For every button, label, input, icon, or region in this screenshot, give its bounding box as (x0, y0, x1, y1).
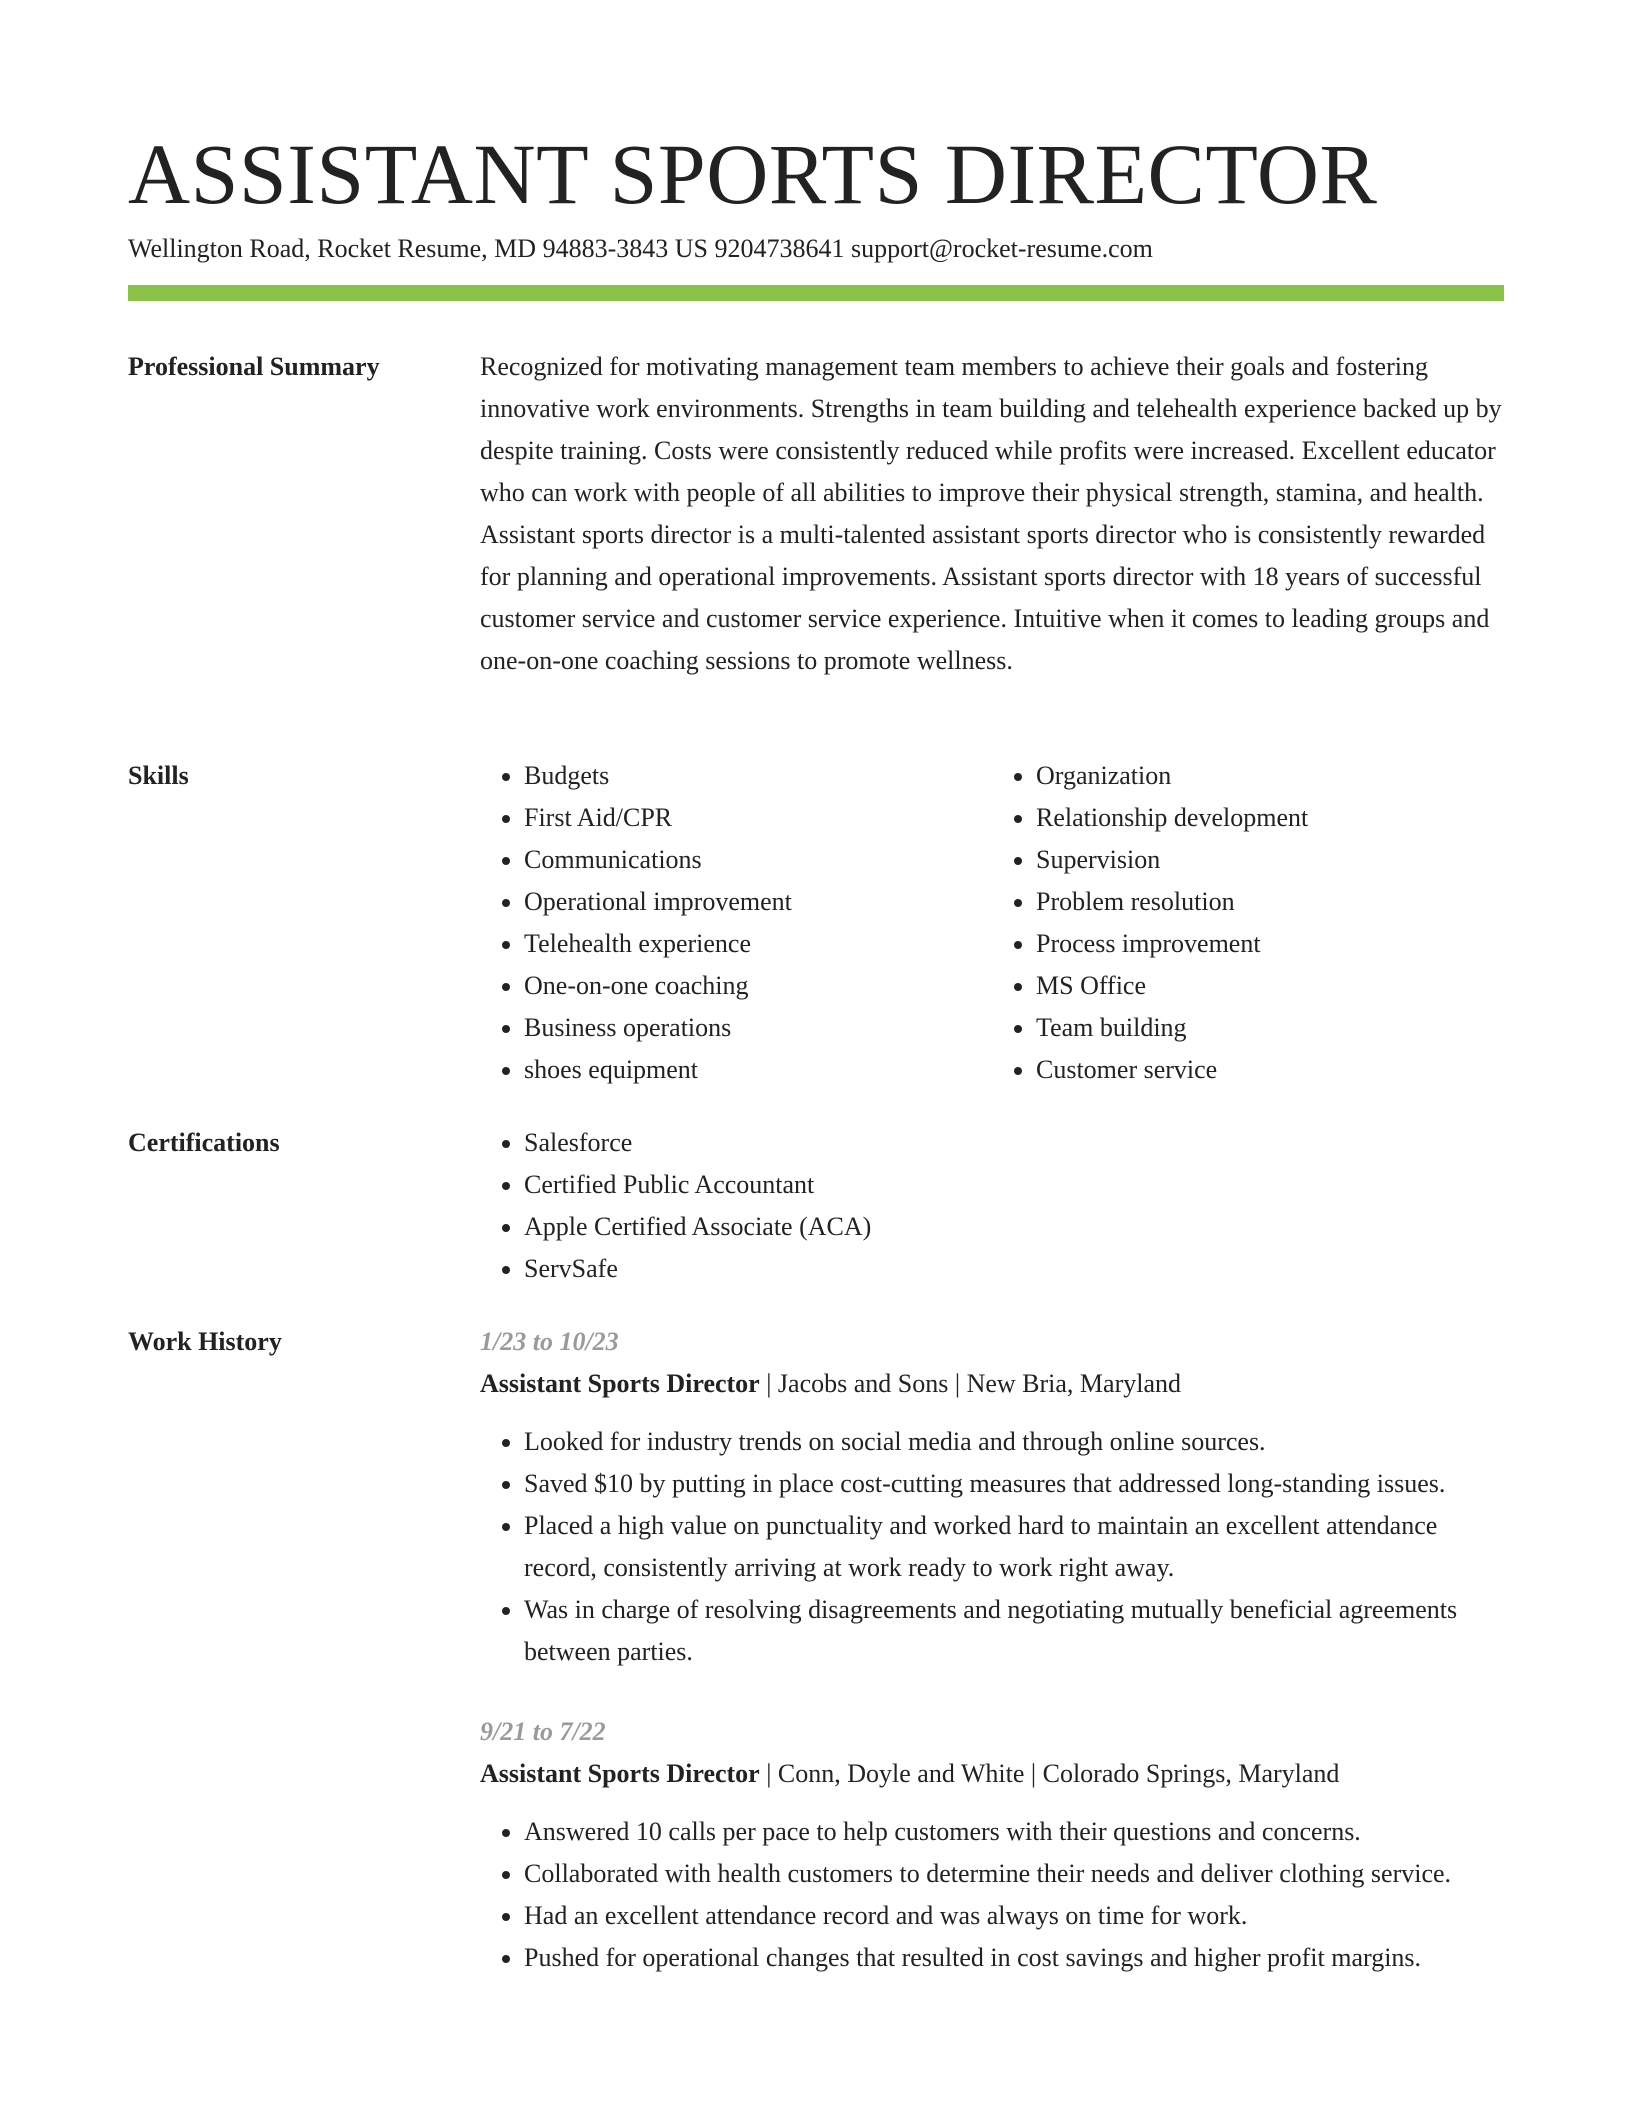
contact-info: Wellington Road, Rocket Resume, MD 94883-3843 US 9204738641 support@rocket-resume.com (128, 234, 1153, 263)
skill-item: • Supervision (1036, 839, 1504, 881)
skills-list-left (480, 755, 992, 1091)
job-bullet: • Saved $10 by putting in place cost-cutting measures that addressed long-standing issues. (524, 1463, 1504, 1505)
job-title-line (480, 1363, 1504, 1405)
job-bullet: • Answered 10 calls per pace to help customers with their questions and concerns. (524, 1811, 1504, 1853)
skill-item: • Telehealth experience (524, 923, 992, 965)
job-dates: 1/23 to 10/23 (480, 1327, 619, 1356)
skill-item: • Problem resolution (1036, 881, 1504, 923)
skill-item: • Team building (1036, 1007, 1504, 1049)
summary-text: Recognized for motivating management team members to achieve their goals and fostering innovative work environments. Strengths in team building and telehealth experience backed up by despite training. Costs were consistently reduced while profits were increased. Excellent educator who can work with people of all abilities to improve their physical strength, stamina, and health. Assistant sports director is a multi-talented assistant sports director who is consistently rewarded for planning and operational improvements. Assistant sports director with 18 years of successful customer service and customer service experience. Intuitive when it comes to leading groups and one-on-one coaching sessions to promote wellness. (480, 352, 1502, 675)
section-label-work-history: Work History (128, 1327, 282, 1356)
skill-item: • Operational improvement (524, 881, 992, 923)
job-details: | Jacobs and Sons | New Bria, Maryland (759, 1369, 1181, 1398)
skill-item: • Budgets (524, 755, 992, 797)
job-bullets (480, 1811, 1504, 1979)
certification-item: • Certified Public Accountant (524, 1164, 1504, 1206)
accent-divider (128, 285, 1504, 301)
resume-title: ASSISTANT SPORTS DIRECTOR (128, 126, 1378, 222)
skill-item: • Communications (524, 839, 992, 881)
job-bullet: • Looked for industry trends on social media and through online sources. (524, 1421, 1504, 1463)
job-details: | Conn, Doyle and White | Colorado Springs, Maryland (759, 1759, 1340, 1788)
section-label-summary: Professional Summary (128, 352, 380, 381)
job-dates: 9/21 to 7/22 (480, 1717, 606, 1746)
certification-item: • ServSafe (524, 1248, 1504, 1290)
section-label-skills: Skills (128, 761, 189, 790)
skill-item: • Organization (1036, 755, 1504, 797)
job-bullet: • Collaborated with health customers to determine their needs and deliver clothing service. (524, 1853, 1504, 1895)
certification-item: • Salesforce (524, 1122, 1504, 1164)
job-bullet: • Pushed for operational changes that resulted in cost savings and higher profit margins. (524, 1937, 1504, 1979)
certification-item: • Apple Certified Associate (ACA) (524, 1206, 1504, 1248)
job-bullet: • Was in charge of resolving disagreements and negotiating mutually beneficial agreements between parties. (524, 1589, 1504, 1673)
job-bullet: • Placed a high value on punctuality and worked hard to maintain an excellent attendance record, consistently arriving at work ready to work right away. (524, 1505, 1504, 1589)
section-label-certifications: Certifications (128, 1128, 280, 1157)
skill-item: • Relationship development (1036, 797, 1504, 839)
skills-list-right (992, 755, 1504, 1091)
skill-item: • Process improvement (1036, 923, 1504, 965)
skill-item: • MS Office (1036, 965, 1504, 1007)
skill-item: • Business operations (524, 1007, 992, 1049)
job-bullets (480, 1421, 1504, 1673)
job-entry (480, 1321, 1504, 1673)
skill-item: • shoes equipment (524, 1049, 992, 1091)
job-bullet: • Had an excellent attendance record and was always on time for work. (524, 1895, 1504, 1937)
skill-item: • First Aid/CPR (524, 797, 992, 839)
certifications-list (480, 1122, 1504, 1290)
job-title-line (480, 1753, 1504, 1795)
job-role: Assistant Sports Director (480, 1759, 760, 1788)
skill-item: • One-on-one coaching (524, 965, 992, 1007)
job-role: Assistant Sports Director (480, 1369, 760, 1398)
job-entry (480, 1711, 1504, 1979)
skill-item: • Customer service (1036, 1049, 1504, 1091)
